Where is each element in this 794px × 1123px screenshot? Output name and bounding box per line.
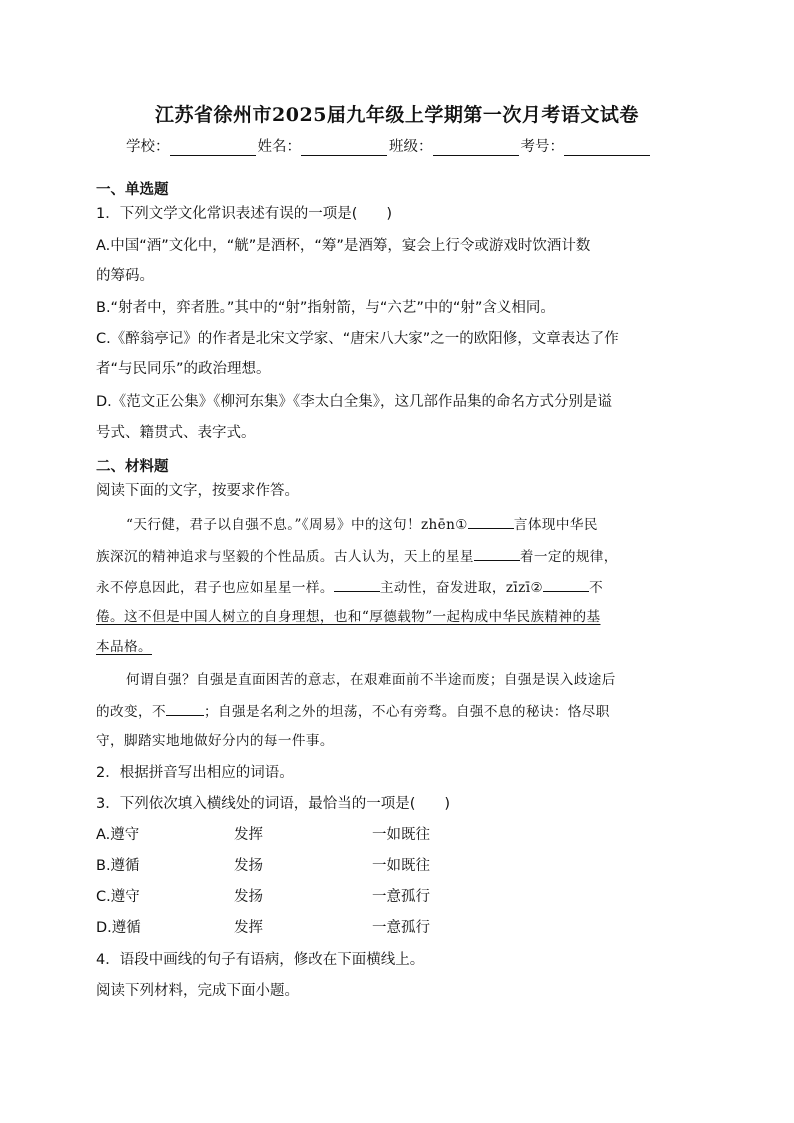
q3-option-d-word1: D.遵循 [96, 920, 141, 936]
q3-option-b-word3: 一如既往 [372, 858, 430, 874]
exam-number-blank [564, 139, 650, 156]
blank-1 [468, 514, 514, 529]
question-1-option-c-line1: C.《醉翁亭记》的作者是北宋文学家、“唐宋八大家”之一的欧阳修，文章表达了作 [96, 331, 619, 347]
question-1-stem: 1．下列文学文化常识表述有误的一项是( ) [96, 206, 393, 222]
q3-option-a-word1: A.遵守 [96, 827, 140, 843]
q3-option-c-word2: 发扬 [234, 889, 263, 905]
question-1-option-a-line1: A.中国“酒”文化中，“觥”是酒杯，“筹”是酒筹，宴会上行令或游戏时饮酒计数 [96, 238, 591, 254]
question-1-option-c-line2: 者“与民同乐”的政治理想。 [96, 361, 271, 377]
exam-title: 江苏省徐州市2025届九年级上学期第一次月考语文试卷 [155, 104, 639, 126]
material-intro: 阅读下面的文字，按要求作答。 [96, 483, 299, 499]
passage-p2-line1: 何谓自强？自强是直面困苦的意志，在艰难面前不半途而废；自强是误入歧途后 [126, 672, 616, 688]
class-field [389, 135, 521, 156]
question-2: 2．根据拼音写出相应的词语。 [96, 765, 294, 781]
student-info-row [126, 135, 686, 156]
q3-option-d-word3: 一意孤行 [372, 920, 430, 936]
name-blank [301, 139, 387, 156]
question-1-option-a-line2: 的筹码。 [96, 268, 154, 284]
q3-option-a-word2: 发挥 [234, 827, 263, 843]
exam-number-field [521, 135, 653, 156]
question-1-option-d-line1: D.《范文正公集》《柳河东集》《李太白全集》，这几部作品集的命名方式分别是谥 [96, 394, 613, 410]
q3-option-c-word1: C.遵守 [96, 889, 140, 905]
name-field [258, 135, 390, 156]
passage-p1-line4-underlined: 倦。这不但是中国人树立的自身理想，也和“厚德载物”一起构成中华民族精神的基 [96, 609, 601, 625]
question-3-stem: 3．下列依次填入横线处的词语，最恰当的一项是( ) [96, 796, 451, 812]
passage-p1-line1: “天行健，君子以自强不息。”《周易》中的这句！zhēn① 言体现中华民 [126, 514, 598, 535]
blank-2 [474, 546, 520, 561]
q3-option-d-word2: 发挥 [234, 920, 263, 936]
q3-option-a-word3: 一如既往 [372, 827, 430, 843]
next-material-intro: 阅读下列材料，完成下面小题。 [96, 983, 299, 999]
passage-p1-line3: 永不停息因此，君子也应如星星一样。 主动性，奋发进取，zīzī② 不 [96, 577, 603, 598]
passage-p2-line2: 的改变，不 ；自强是名利之外的坦荡，不心有旁骛。自强不息的秘诀：恪尽职 [96, 701, 610, 722]
blank-5 [166, 701, 204, 716]
school-blank [170, 139, 256, 156]
exam-number-label: 考号： [520, 139, 564, 155]
school-label: 学校： [126, 139, 170, 155]
passage-p1-line2: 族深沉的精神追求与坚毅的个性品质。古人认为，天上的星星 着一定的规律， [96, 546, 618, 567]
passage-p1-line5-underlined: 本品格。 [96, 639, 152, 655]
school-field [126, 135, 258, 156]
name-label: 姓名： [257, 139, 301, 155]
q3-option-b-word1: B.遵循 [96, 858, 140, 874]
class-blank [433, 139, 519, 156]
question-1-option-b: B.“射者中，弈者胜。”其中的“射”指射箭，与“六艺”中的“射”含义相同。 [96, 300, 555, 316]
question-4: 4．语段中画线的句子有语病，修改在下面横线上。 [96, 952, 425, 968]
section-heading-material: 二、材料题 [96, 459, 169, 475]
blank-4 [543, 577, 589, 592]
q3-option-c-word3: 一意孤行 [372, 889, 430, 905]
blank-3 [334, 577, 380, 592]
q3-option-b-word2: 发扬 [234, 858, 263, 874]
question-1-option-d-line2: 号式、籍贯式、表字式。 [96, 425, 256, 441]
passage-p2-line3: 守，脚踏实地地做好分内的每一件事。 [96, 733, 334, 749]
section-heading-single-choice: 一、单选题 [96, 182, 169, 198]
class-label: 班级： [389, 139, 433, 155]
